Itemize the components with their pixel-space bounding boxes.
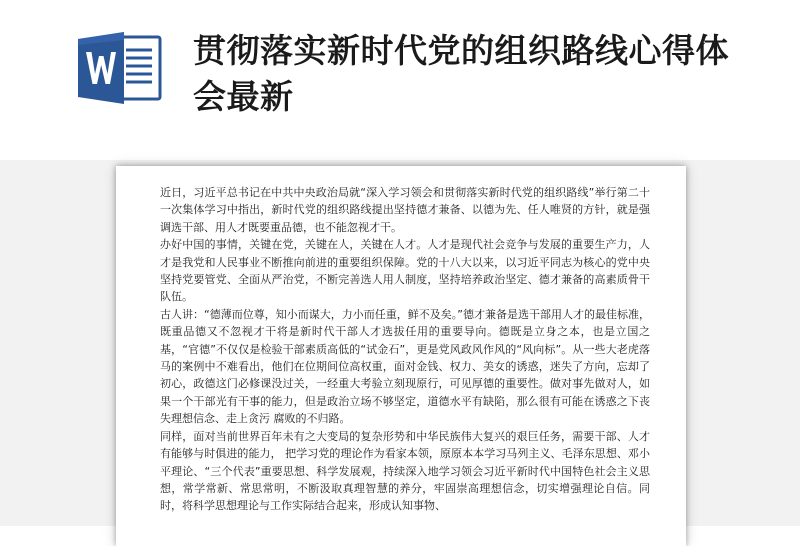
paragraph: 近日，习近平总书记在中共中央政治局就“深入学习领会和贯彻落实新时代党的组织路线”举行第二十一次集体学习中指出，新时代党的组织路线提出坚持德才兼备、以德为先、任人唯贤的方针，就是强调选干部、用人才既要重品德，也不能忽视才干。: [160, 186, 650, 234]
paragraph: 同样，面对当前世界百年未有之大变局的复杂形势和中华民族伟大复兴的艰巨任务，需要干部、人才有能够与时俱进的能力， 把学习党的理论作为看家本领，原原本本学习马列主义、毛泽东思想、邓小平理论、“三个代表”重要思想、科学发展观，持续深入地学习领会习近平新时代中国特色社会主义思想，常学常新、常思常明，不断汲取真理智慧的养分，牢固崇高理想信念，切实增强理论自信。同时，将科学思想理论与工作实际结合起来，形成认知事物、: [160, 429, 650, 513]
header: [0, 0, 800, 160]
page-title: 贯彻落实新时代党的组织路线心得体会最新: [193, 31, 729, 116]
document-page: [116, 166, 686, 546]
paragraph: 办好中国的事情，关键在党，关键在人，关键在人才。人才是现代社会竞争与发展的重要生产力，人才是我党和人民事业不断推向前进的重要组织保障。党的十八大以来，以习近平同志为核心的党中央坚持党要管党、全面从严治党，不断完善选人用人制度，坚持培养政治坚定、德才兼备的高素质骨干队伍。: [160, 238, 650, 304]
paragraph: 古人讲：“德薄而位尊，知小而谋大，力小而任重，鲜不及矣。”德才兼备是选干部用人才的最佳标准，既重品德又不忽视才干将是新时代干部人才选拔任用的重要导向。德既是立身之本，也是立国之基，“官德”不仅仅是检验干部素质高低的“试金石”，更是党风政风作风的“风向标”。从一些大老虎落马的案例中不难看出，他们在位期间位高权重，面对金钱、权力、美女的诱惑，迷失了方向，忘却了初心，政德这门必修课没过关，一经重大考验立刻现原行，可见厚德的重要性。做对事先做对人，如果一个干部光有干事的能力，但是政治立场不够坚定，道德水平有缺陷，那么很有可能在诱惑之下丧失理想信念、走上贪污 腐败的不归路。: [160, 307, 650, 426]
word-document-icon: [76, 30, 166, 106]
document-body: [160, 184, 650, 515]
